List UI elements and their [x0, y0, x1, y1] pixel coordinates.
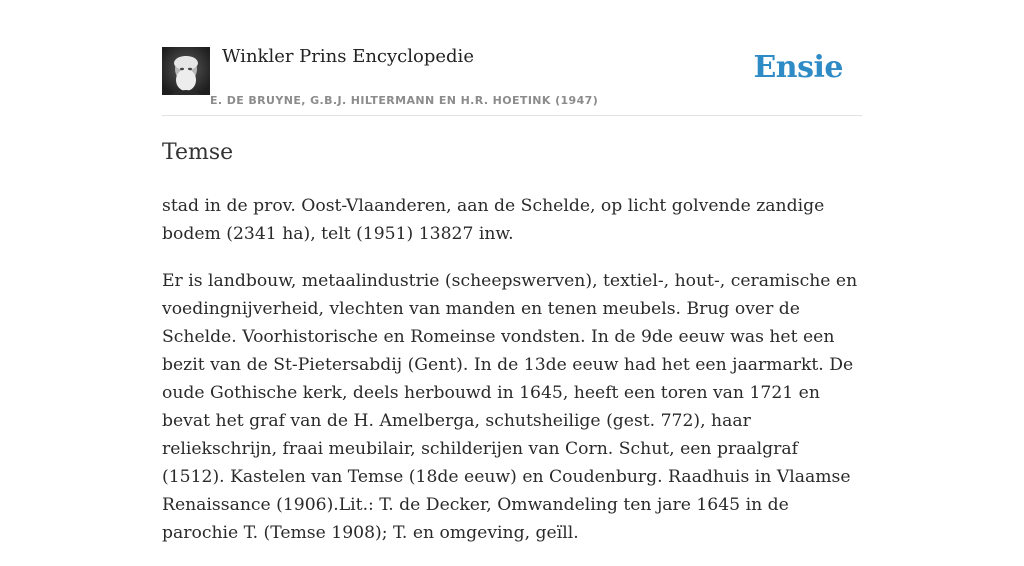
ensie-logo-link[interactable]: Ensie	[753, 50, 843, 85]
page	[162, 0, 862, 543]
portrait-image	[162, 47, 210, 95]
header	[162, 0, 862, 116]
entry-body	[162, 192, 862, 566]
entry-paragraph: stad in de prov. Oost-Vlaanderen, aan de Schelde, op licht golvende zandige bodem (2341 ha), telt (1951) 13827 inw.	[162, 196, 825, 244]
book-authors: E. DE BRUYNE, G.B.J. HILTERMANN EN H.R. HOETINK (1947)	[210, 94, 599, 107]
author-portrait-avatar	[162, 47, 210, 95]
entry-title: Temse	[162, 140, 234, 165]
book-title[interactable]: Winkler Prins Encyclopedie	[222, 46, 474, 67]
entry-paragraph: Er is landbouw, metaalindustrie (scheepswerven), textiel-, hout-, ceramische en voedingnijverheid, vlechten van manden en tenen meubels. Brug over de Schelde. Voorhistorische en Romeinse vondsten. In de 9de eeuw was het een bezit van de St-Pietersabdij (Gent). In de 13de eeuw had het een jaarmarkt. De oude Gothische kerk, deels herbouwd in 1645, heeft een toren van 1721 en bevat het graf van de H. Amelberga, schutsheilige (gest. 772), haar reliekschrijn, fraai meubilair, schilderijen van Corn. Schut, een praalgraf (1512). Kastelen van Temse (18de eeuw) en Coudenburg. Raadhuis in Vlaamse Renaissance (1906).Lit.: T. de Decker, Omwandeling ten jare 1645 in de parochie T. (Temse 1908); T. en omgeving, geïll.	[162, 271, 858, 543]
